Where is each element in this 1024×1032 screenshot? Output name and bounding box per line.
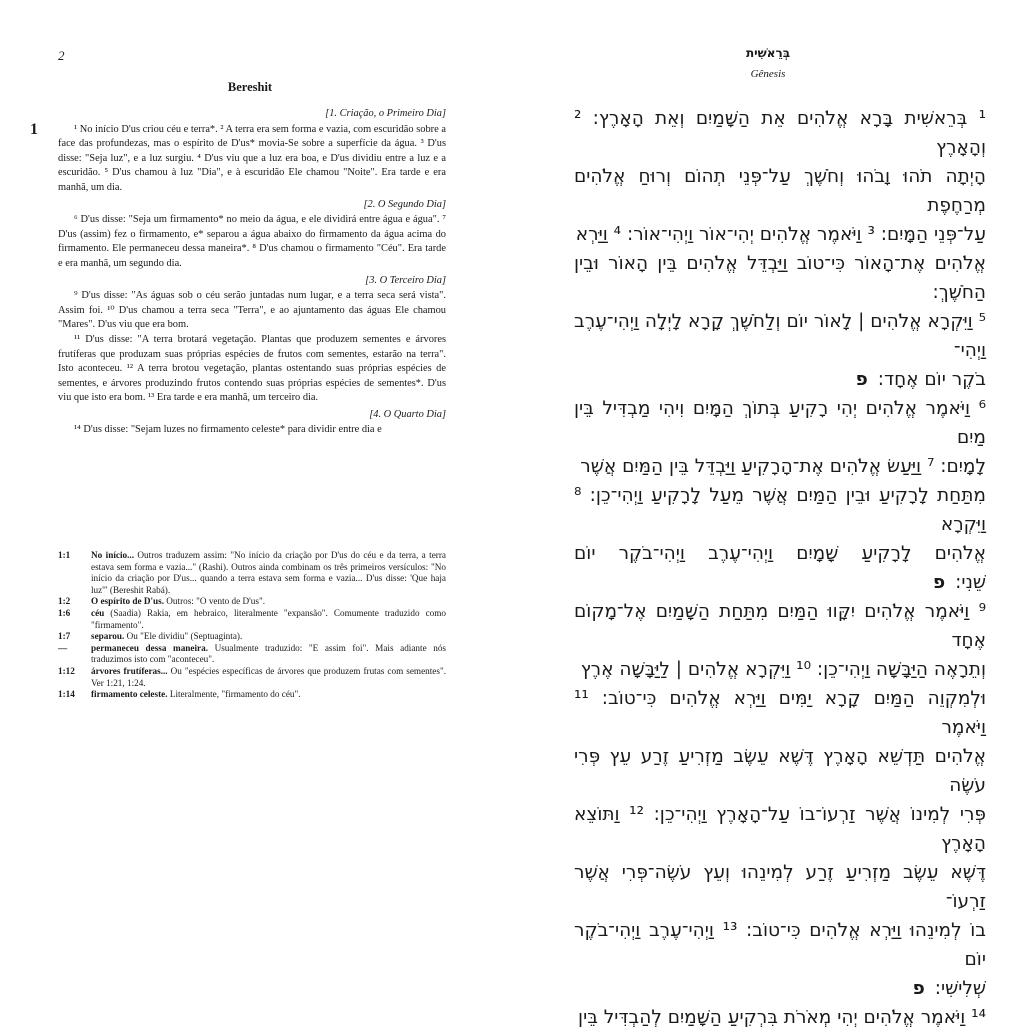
- footnote: [58, 596, 446, 608]
- section-heading: [2. O Segundo Dia]: [363, 198, 446, 210]
- chapter-number: 1: [30, 121, 38, 138]
- footnote-text: Usualmente traduzido: "E assim foi". Mais adiante nós traduzimos isto com "aconteceu".: [91, 642, 446, 665]
- hebrew-line: ⁵ וַיִּקְרָא אֱלֹהִים | לָאוֹר יוֹם וְלַחֹשֶׁךְ קָרָא לָיְלָה וַיְהִי־עֶרֶב וַיְהִי־: [574, 311, 986, 361]
- footnote-term: No início...: [91, 550, 134, 560]
- footnote-text: Ou "Ele dividiu" (Septuaginta).: [124, 631, 243, 642]
- paragraph: ¹¹ D'us disse: "A terra brotará vegetação. Plantas que produzem sementes e árvores frutíferas que produzam suas próprias espécies de frutos com sementes, estarão na terra". Isto aconteceu. ¹² A terra brotou vegetação, plantas ostentando suas próprias espécies de sementes, e árvores produzindo frutos contendo suas próprias espécies de sementes*. D'us viu que isto era bom. ¹³ Era tarde e era manhã, um terceiro dia.: [58, 333, 446, 404]
- hebrew-line: וְתֵרָאֶה הַיַּבָּשָׁה וַיְהִי־כֵן: ¹⁰ וַיִּקְרָא אֱלֹהִים | לַיַּבָּשָׁה אֶרֶץ: [580, 659, 986, 680]
- hebrew-line: ⁶ וַיֹּאמֶר אֱלֹהִים יְהִי רָקִיעַ בְּתוֹךְ הַמָּיִם וִיהִי מַבְדִּיל בֵּין מַיִם: [574, 398, 986, 448]
- pe-marker: פ: [932, 572, 946, 593]
- hebrew-line: ⁹ וַיֹּאמֶר אֱלֹהִים יִקָּווּ הַמַּיִם מִתַּחַת הַשָּׁמַיִם אֶל־מָקוֹם אֶחָד: [574, 601, 986, 651]
- paragraph: ¹⁴ D'us disse: "Sejam luzes no firmamento celeste* para dividir entre dia e: [74, 424, 382, 436]
- footnote: [58, 643, 446, 666]
- book-title: Bereshit: [227, 80, 273, 94]
- footnote-ref: 1:14: [58, 689, 75, 700]
- footnote-ref: 1:6: [58, 607, 71, 618]
- footnote-term: firmamento celeste.: [91, 689, 168, 700]
- section-heading: [1. Criação, o Primeiro Dia]: [325, 108, 446, 119]
- footnote-text: Outros traduzem assim: "No início da criação por D'us do céu e da terra, a terra estava sem forma e vazia..." (Rashi). Outros ainda combinam os três primeiros versículos: "No início da criação por D'us... quando a terra estava sem forma e vazia... D'us disse: 'Que haja luz'" (Bereshit Rabá).: [91, 550, 447, 595]
- footnote: [58, 689, 446, 701]
- footnote-ref: 1:12: [58, 665, 75, 676]
- footnote-text: Outros: "O vento de D'us".: [164, 596, 266, 607]
- translation-text: [58, 105, 446, 438]
- footnote-text: Literalmente, "firmamento do céu".: [167, 689, 301, 700]
- footnote-text: Ou "espécies específicas de árvores que produzem frutas com sementes". Ver 1:21, 1:24.: [91, 665, 446, 688]
- hebrew-line: אֱלֹהִים תַּדְשֵׁא הָאָרֶץ דֶּשֶׁא עֵשֶׂב מַזְרִיעַ זֶרַע עֵץ פְּרִי עֹשֶׂה: [574, 746, 986, 796]
- hebrew-line: מִתַּחַת לָרָקִיעַ וּבֵין הַמַּיִם אֲשֶׁר מֵעַל לָרָקִיעַ וַיְהִי־כֵן: ⁸ וַיִּקְרָא: [574, 485, 986, 535]
- hebrew-line: וּלְמִקְוֵה הַמַּיִם קָרָא יַמִּים וַיַּרְא אֱלֹהִים כִּי־טוֹב: ¹¹ וַיֹּאמֶר: [574, 688, 986, 738]
- page-number: 2: [58, 48, 65, 63]
- right-page: [512, 0, 1024, 1028]
- paragraph: ¹ No início D'us criou céu e terra*. ² A terra era sem forma e vazia, com escuridão sobre a face das profundezas, mas o espírito de D'us* movia-Se sobre a superfície da água. ³ D'us disse: "Seja luz", e a luz surgiu. ⁴ D'us viu que a luz era boa, e D'us dividiu entre a luz e a escuridão. ⁵ D'us chamou à luz "Dia", e à escuridão Ele chamou "Noite". Era tarde e era manhã, um dia.: [58, 123, 446, 193]
- footnote-term: permaneceu dessa maneira.: [91, 642, 209, 653]
- hebrew-line-with-pe: [574, 974, 986, 1003]
- hebrew-line: דֶּשֶׁא עֵשֶׂב מַזְרִיעַ זֶרַע לְמִינֵהוּ וְעֵץ עֹשֶׂה־פְּרִי אֲשֶׁר זַרְעוֹ־: [574, 862, 986, 912]
- hebrew-line-with-pe: [574, 365, 986, 394]
- hebrew-line-with-pe: [574, 539, 986, 597]
- footnote-ref: —: [58, 642, 68, 653]
- pe-marker: פ: [855, 369, 868, 390]
- hebrew-line: פְּרִי לְמִינוֹ אֲשֶׁר זַרְעוֹ־בוֹ עַל־הָאָרֶץ וַיְהִי־כֵן: ¹² וַתּוֹצֵא הָאָרֶץ: [574, 804, 986, 854]
- footnote: [58, 666, 446, 689]
- hebrew-line: אֱלֹהִים אֶת־הָאוֹר כִּי־טוֹב וַיַּבְדֵּל אֱלֹהִים בֵּין הָאוֹר וּבֵין הַחֹשֶׁךְ:: [574, 253, 986, 303]
- footnote-term: separou.: [91, 631, 125, 642]
- hebrew-line: בוֹ לְמִינֵהוּ וַיַּרְא אֱלֹהִים כִּי־טוֹב: ¹³ וַיְהִי־עֶרֶב וַיְהִי־בֹקֶר יוֹם: [574, 920, 986, 970]
- footnote-term: O espírito de D'us.: [91, 596, 164, 607]
- hebrew-line: ¹ בְּרֵאשִׁית בָּרָא אֱלֹהִים אֵת הַשָּׁמַיִם וְאֵת הָאָרֶץ: ² וְהָאָרֶץ: [574, 108, 986, 158]
- footnote: [58, 608, 446, 631]
- hebrew-line: שְׁלִישִׁי:: [934, 978, 986, 999]
- hebrew-line: ¹⁴ וַיֹּאמֶר אֱלֹהִים יְהִי מְאֹרֹת בִּרְקִיעַ הַשָּׁמַיִם לְהַבְדִּיל בֵּין: [578, 1007, 986, 1028]
- footnote-term: céu: [91, 607, 105, 618]
- hebrew-book-title: בְּרֵאשִׁית: [745, 46, 791, 60]
- footnote-ref: 1:2: [58, 596, 71, 607]
- footnote: [58, 550, 446, 596]
- hebrew-line: עַל־פְּנֵי הַמָּיִם: ³ וַיֹּאמֶר אֱלֹהִים יְהִי־אוֹר וַיְהִי־אוֹר: ⁴ וַיַּרְא: [575, 224, 986, 245]
- footnote-term: árvores frutíferas...: [91, 665, 168, 676]
- book-subtitle: Gênesis: [750, 68, 786, 80]
- left-page: [0, 0, 512, 743]
- paragraph: ⁹ D'us disse: "As águas sob o céu serão juntadas num lugar, e a terra seca será vista". Assim foi. ¹⁰ D'us chamou a terra seca "Terra", e ao ajuntamento das águas Ele chamou "Mares". D'us viu que era bom.: [58, 290, 446, 331]
- hebrew-line: אֱלֹהִים לָרָקִיעַ שָׁמָיִם וַיְהִי־עֶרֶב וַיְהִי־בֹקֶר יוֹם שֵׁנִי:: [574, 543, 986, 593]
- hebrew-line: לָמָיִם: ⁷ וַיַּעַשׂ אֱלֹהִים אֶת־הָרָקִיעַ וַיַּבְדֵּל בֵּין הַמַּיִם אֲשֶׁר: [580, 456, 986, 477]
- pe-marker: פ: [912, 978, 925, 999]
- hebrew-line: בֹקֶר יוֹם אֶחָד:: [877, 369, 986, 390]
- paragraph: ⁶ D'us disse: "Seja um firmamento* no meio da água, e ele dividirá entre água e água". ⁷ D'us (assim) fez o firmamento, e* separou a água abaixo do firmamento da água acima do firmamento. Ele permaneceu dessa maneira*. ⁸ D'us chamou o firmamento "Céu". Era tarde e era manhã, um segundo dia.: [58, 214, 446, 269]
- footnote: [58, 631, 446, 643]
- footnote-ref: 1:1: [58, 550, 71, 560]
- section-heading: [3. O Terceiro Dia]: [365, 274, 446, 286]
- hebrew-line: הָיְתָה תֹהוּ וָבֹהוּ וְחֹשֶׁךְ עַל־פְּנֵי תְהוֹם וְרוּחַ אֱלֹהִים מְרַחֶפֶת: [574, 166, 986, 216]
- hebrew-text: [574, 104, 986, 1032]
- footnote-ref: 1:7: [58, 631, 71, 642]
- section-heading: [4. O Quarto Dia]: [369, 408, 446, 420]
- footnotes: [58, 550, 446, 701]
- footnote-text: (Saadia) Rakia, em hebraico, literalmente "expansão". Comumente traduzido como "firmamento".: [91, 607, 446, 630]
